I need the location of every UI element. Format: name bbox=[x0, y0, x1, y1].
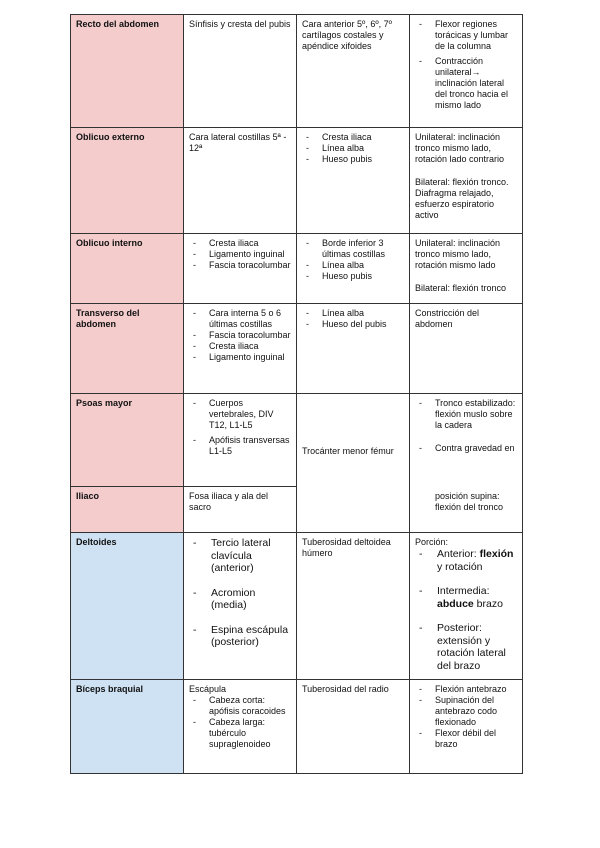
action-bilateral: Bilateral: flexión tronco. Diafragma relajado, esfuerzo espiratorio activo bbox=[415, 177, 509, 220]
list-item: - Borde inferior 3 últimas costillas bbox=[302, 238, 404, 260]
list-item: - Cresta iliaca bbox=[189, 238, 291, 249]
origin-list bbox=[189, 308, 291, 363]
table-row bbox=[71, 304, 523, 394]
list-item: - Tronco estabilizado: flexión muslo sobre la cadera bbox=[415, 398, 517, 431]
muscle-name: Oblicuo externo bbox=[71, 128, 184, 234]
list-item: - Hueso pubis bbox=[302, 271, 404, 282]
action-cell: Constricción del abdomen bbox=[410, 304, 523, 394]
list-item: - Fascia toracolumbar bbox=[189, 260, 291, 271]
table-row bbox=[71, 533, 523, 680]
origin-list bbox=[189, 398, 291, 457]
muscle-name: Iliaco bbox=[71, 487, 184, 533]
list-item: - Fascia toracolumbar bbox=[189, 330, 291, 341]
action-list bbox=[415, 19, 517, 111]
list-item: - Contra gravedad en bbox=[415, 443, 517, 454]
insertion-list bbox=[302, 238, 404, 282]
list-item: - Intermedia: abduce brazo bbox=[415, 585, 517, 610]
origin-list bbox=[189, 537, 291, 649]
origin-title: Escápula bbox=[189, 684, 227, 694]
origin-cell bbox=[184, 234, 297, 304]
insertion-cell bbox=[297, 128, 410, 234]
table-row bbox=[71, 234, 523, 304]
action-cell bbox=[410, 487, 523, 533]
action-list bbox=[415, 548, 517, 672]
list-item: - Hueso del pubis bbox=[302, 319, 404, 330]
insertion-shared: Trocánter menor fémur bbox=[302, 446, 394, 456]
origin-cell: Cara lateral costillas 5ª - 12ª bbox=[184, 128, 297, 234]
origin-list bbox=[189, 695, 291, 750]
list-item: - Ligamento inguinal bbox=[189, 352, 291, 363]
action-cell bbox=[410, 680, 523, 774]
insertion-cell: Tuberosidad deltoidea húmero bbox=[297, 533, 410, 680]
muscle-name: Recto del abdomen bbox=[71, 15, 184, 128]
insertion-cell bbox=[297, 394, 410, 533]
muscle-name: Oblicuo interno bbox=[71, 234, 184, 304]
list-item: - Hueso pubis bbox=[302, 154, 404, 165]
list-item: - Apófisis transversas L1-L5 bbox=[189, 435, 291, 457]
insertion-cell bbox=[297, 304, 410, 394]
insertion-cell bbox=[297, 234, 410, 304]
origin-cell: Sínfisis y cresta del pubis bbox=[184, 15, 297, 128]
list-item: - Flexor regiones torácicas y lumbar de la columna bbox=[415, 19, 517, 52]
list-item: - Tercio lateral clavícula (anterior) bbox=[189, 537, 291, 575]
insertion-list bbox=[302, 308, 404, 330]
insertion-list bbox=[302, 132, 404, 165]
origin-cell bbox=[184, 533, 297, 680]
action-list bbox=[415, 398, 517, 454]
action-bilateral: Bilateral: flexión tronco bbox=[415, 283, 507, 293]
origin-cell bbox=[184, 394, 297, 487]
action-text: posición supina: flexión del tronco bbox=[435, 490, 504, 512]
list-item: - Línea alba bbox=[302, 308, 404, 319]
action-title: Porción: bbox=[415, 537, 449, 547]
muscle-name: Bíceps braquial bbox=[71, 680, 184, 774]
origin-cell bbox=[184, 304, 297, 394]
list-item: - Posterior: extensión y rotación lateral del brazo bbox=[415, 622, 517, 672]
action-unilateral: Unilateral: inclinación tronco mismo lado, rotación mismo lado bbox=[415, 238, 501, 270]
list-item: - Ligamento inguinal bbox=[189, 249, 291, 260]
action-cell bbox=[410, 533, 523, 680]
muscle-name: Transverso del abdomen bbox=[71, 304, 184, 394]
list-item: - Acromion (media) bbox=[189, 587, 291, 612]
list-item: - Cresta iliaca bbox=[302, 132, 404, 143]
list-item: - Cresta iliaca bbox=[189, 341, 291, 352]
table-row bbox=[71, 680, 523, 774]
origin-cell bbox=[184, 680, 297, 774]
origin-list bbox=[189, 238, 291, 271]
insertion-cell: Cara anterior 5º, 6º, 7º cartílagos costales y apéndice xifoides bbox=[297, 15, 410, 128]
table-row bbox=[71, 128, 523, 234]
action-cell bbox=[410, 234, 523, 304]
muscle-table bbox=[70, 14, 523, 774]
list-item: - Cuerpos vertebrales, DIV T12, L1-L5 bbox=[189, 398, 291, 431]
action-cell bbox=[410, 128, 523, 234]
list-item: - Flexor débil del brazo bbox=[415, 728, 517, 750]
list-item: - Cara interna 5 o 6 últimas costillas bbox=[189, 308, 291, 330]
list-item: - Cabeza corta: apófisis coracoides bbox=[189, 695, 291, 717]
list-item: - Flexión antebrazo bbox=[415, 684, 517, 695]
list-item: - Línea alba bbox=[302, 260, 404, 271]
action-cell bbox=[410, 15, 523, 128]
list-item: - Supinación del antebrazo codo flexionado bbox=[415, 695, 517, 728]
action-list bbox=[415, 684, 517, 750]
table-row bbox=[71, 394, 523, 487]
action-unilateral: Unilateral: inclinación tronco mismo lado, rotación lado contrario bbox=[415, 132, 505, 164]
table-row bbox=[71, 15, 523, 128]
insertion-cell: Tuberosidad del radio bbox=[297, 680, 410, 774]
list-item: - Anterior: flexión y rotación bbox=[415, 548, 517, 573]
list-item: - Contracción unilateral→ inclinación lateral del tronco hacia el mismo lado bbox=[415, 56, 517, 111]
action-cell bbox=[410, 394, 523, 487]
list-item: - Espina escápula (posterior) bbox=[189, 624, 291, 649]
muscle-name: Psoas mayor bbox=[71, 394, 184, 487]
origin-cell: Fosa iliaca y ala del sacro bbox=[184, 487, 297, 533]
muscle-name: Deltoides bbox=[71, 533, 184, 680]
list-item: - Cabeza larga: tubérculo supraglenoideo bbox=[189, 717, 291, 750]
list-item: - Línea alba bbox=[302, 143, 404, 154]
